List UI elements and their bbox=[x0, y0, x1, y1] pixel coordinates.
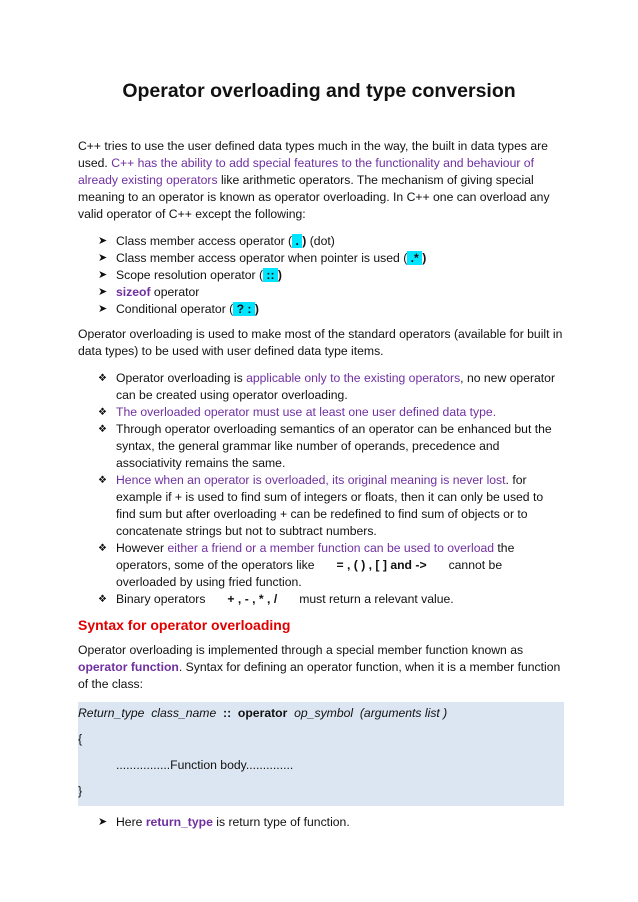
item-text: Conditional operator ( bbox=[116, 302, 234, 316]
arrow-bullet-icon: ➤ bbox=[98, 816, 108, 828]
diamond-bullet-icon: ❖ bbox=[98, 475, 107, 486]
item-text-close: ) bbox=[277, 268, 282, 282]
intro-paragraph bbox=[78, 138, 564, 223]
footnote-term: return_type bbox=[145, 815, 213, 829]
item-text-close: ) bbox=[302, 234, 307, 248]
code-body: ................Function body.............. bbox=[116, 758, 294, 772]
arrow-bullet-icon: ➤ bbox=[98, 286, 108, 298]
diamond-bullet-icon: ❖ bbox=[98, 594, 107, 605]
list-item bbox=[78, 591, 564, 608]
code-close-brace: } bbox=[78, 784, 83, 798]
item-text: Here bbox=[116, 815, 146, 829]
exception-list bbox=[78, 233, 564, 318]
item-text: Class member access operator when pointer is used ( bbox=[116, 251, 408, 265]
intro-text: C++ tries to use the user defined data types much in the way, the built in data types are used. bbox=[78, 139, 548, 170]
code-args: (arguments list ) bbox=[359, 706, 448, 720]
operator-symbol: :: bbox=[263, 268, 278, 282]
list-item bbox=[78, 404, 564, 421]
page-title: Operator overloading and type conversion bbox=[122, 80, 516, 102]
list-item bbox=[78, 540, 564, 591]
code-signature-line bbox=[78, 702, 564, 728]
item-highlight: The overloaded operator must use at least one user defined data type. bbox=[116, 405, 497, 419]
item-text: operator bbox=[150, 285, 200, 299]
code-block bbox=[78, 702, 564, 806]
item-text-rest: , no new operator can be created using operator overloading. bbox=[116, 371, 556, 402]
syntax-text-rest: . Syntax for defining an operator function, when it is a member function of the class: bbox=[78, 660, 561, 691]
operator-list: + , - , * , / bbox=[227, 592, 278, 606]
item-highlight: either a friend or a member function can be used to overload bbox=[167, 541, 495, 555]
syntax-term: operator function bbox=[78, 660, 179, 674]
item-text-rest: the operators, some of the operators like bbox=[116, 541, 515, 572]
item-highlight: applicable only to the existing operators bbox=[246, 371, 461, 385]
item-highlight: Hence when an operator is overloaded, its original meaning is never lost bbox=[116, 473, 506, 487]
item-text-close: ) bbox=[254, 302, 259, 316]
item-text: Operator overloading is bbox=[116, 371, 247, 385]
list-item bbox=[78, 421, 564, 472]
list-item bbox=[78, 233, 564, 250]
list-item bbox=[78, 301, 564, 318]
arrow-bullet-icon: ➤ bbox=[98, 252, 108, 264]
item-text-tail: must return a relevant value. bbox=[299, 592, 454, 606]
item-text-close: ) bbox=[422, 251, 427, 265]
list-item bbox=[78, 267, 564, 284]
arrow-bullet-icon: ➤ bbox=[98, 269, 108, 281]
code-return-type: Return_type bbox=[78, 706, 145, 720]
code-class-name: class_name bbox=[151, 706, 217, 720]
item-text: Class member access operator ( bbox=[116, 234, 293, 248]
syntax-text: Operator overloading is implemented through a special member function known as bbox=[78, 643, 524, 657]
document-body bbox=[78, 138, 564, 839]
arrow-bullet-icon: ➤ bbox=[98, 235, 108, 247]
intro-text-rest: like arithmetic operators. The mechanism of giving special meaning to an operator is known as operator overloading. In C++ one can overload any valid operator of C++ except the following: bbox=[78, 173, 550, 221]
operator-symbol: ? : bbox=[233, 302, 255, 316]
diamond-bullet-icon: ❖ bbox=[98, 373, 107, 384]
item-text: Scope resolution operator ( bbox=[116, 268, 264, 282]
item-text-rest: is return type of function. bbox=[212, 815, 350, 829]
list-item bbox=[78, 814, 564, 831]
list-item bbox=[78, 250, 564, 267]
operator-list: = , ( ) , [ ] and -> bbox=[336, 558, 427, 572]
code-open-brace: { bbox=[78, 732, 83, 746]
list-item bbox=[78, 370, 564, 404]
operator-symbol: . bbox=[292, 234, 303, 248]
diamond-bullet-icon: ❖ bbox=[98, 407, 107, 418]
list-item bbox=[78, 284, 564, 301]
code-keyword: operator bbox=[237, 706, 288, 720]
syntax-paragraph bbox=[78, 642, 564, 693]
syntax-heading: Syntax for operator overloading bbox=[78, 617, 291, 633]
arrow-bullet-icon: ➤ bbox=[98, 303, 108, 315]
diamond-bullet-icon: ❖ bbox=[98, 424, 107, 435]
item-text: Binary operators bbox=[116, 592, 206, 606]
item-suffix: (dot) bbox=[306, 234, 335, 248]
list-item bbox=[78, 472, 564, 540]
rules-list bbox=[78, 370, 564, 608]
operator-symbol: .* bbox=[407, 251, 423, 265]
usage-paragraph: Operator overloading is used to make most of the standard operators (available for built in data types) to be used with user defined data type items. bbox=[78, 327, 563, 358]
item-text-tail: cannot be overloaded by using fried function. bbox=[116, 558, 503, 589]
item-text: However bbox=[116, 541, 168, 555]
footnote-list bbox=[78, 814, 564, 831]
operator-keyword: sizeof bbox=[116, 285, 151, 299]
intro-highlight: C++ has the ability to add special features to the functionality and behaviour of already existing operators bbox=[78, 156, 534, 187]
item-text: Through operator overloading semantics of an operator can be enhanced but the syntax, the general grammar like number of operands, precedence and associativity remains the same. bbox=[116, 422, 552, 470]
diamond-bullet-icon: ❖ bbox=[98, 543, 107, 554]
code-scope: :: bbox=[223, 706, 232, 720]
code-op-symbol: op_symbol bbox=[294, 706, 354, 720]
item-text-rest: . for example if + is used to find sum of integers or floats, then it can only be used to find sum but after overloading + can be redefined to find sum of objects or to concatenate strings but not to subtract numbers. bbox=[116, 473, 544, 538]
